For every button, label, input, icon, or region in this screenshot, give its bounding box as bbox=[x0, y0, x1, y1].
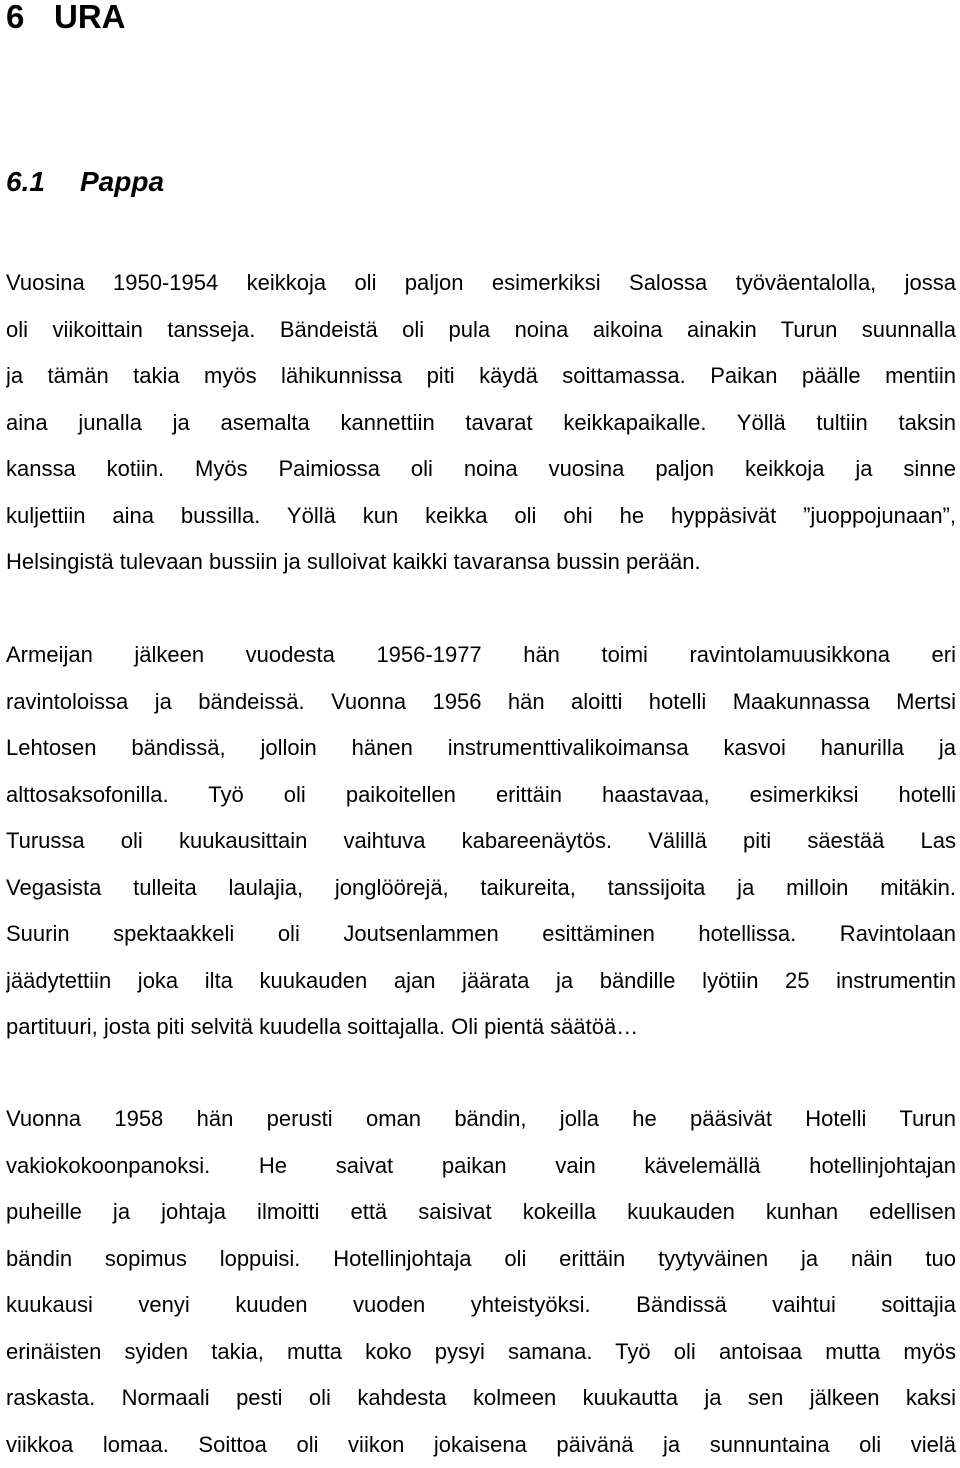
section-number: 6.1 bbox=[6, 162, 80, 202]
paragraph-line: puheille ja johtaja ilmoitti että saisivat kokeilla kuukauden kunhan edellisen bbox=[6, 1189, 956, 1236]
paragraph-line: jäädytettiin joka ilta kuukauden ajan jäärata ja bändille lyötiin 25 instrumentin bbox=[6, 958, 956, 1005]
paragraph-line: Suurin spektaakkeli oli Joutsenlammen esittäminen hotellissa. Ravintolaan bbox=[6, 911, 956, 958]
paragraph-line: Armeijan jälkeen vuodesta 1956-1977 hän toimi ravintolamuusikkona eri bbox=[6, 632, 956, 679]
section-heading bbox=[6, 162, 164, 202]
paragraph-line: partituuri, josta piti selvitä kuudella soittajalla. Oli pientä säätöä… bbox=[6, 1004, 956, 1051]
paragraph-line: viikkoa lomaa. Soittoa oli viikon jokaisena päivänä ja sunnuntaina oli vielä bbox=[6, 1422, 956, 1468]
paragraph-line: Vegasista tulleita laulajia, jonglöörejä, taikureita, tanssijoita ja milloin mitäkin. bbox=[6, 865, 956, 912]
paragraph-3 bbox=[6, 1096, 956, 1468]
paragraph-line: bändin sopimus loppuisi. Hotellinjohtaja oli erittäin tyytyväinen ja näin tuo bbox=[6, 1236, 956, 1283]
paragraph-line: kuukausi venyi kuuden vuoden yhteistyöksi. Bändissä vaihtui soittajia bbox=[6, 1282, 956, 1329]
paragraph-2 bbox=[6, 632, 956, 1051]
chapter-heading bbox=[6, 0, 126, 37]
paragraph-line: aina junalla ja asemalta kannettiin tavarat keikkapaikalle. Yöllä tultiin taksin bbox=[6, 400, 956, 447]
paragraph-line: Lehtosen bändissä, jolloin hänen instrumenttivalikoimansa kasvoi hanurilla ja bbox=[6, 725, 956, 772]
paragraph-line: oli viikoittain tansseja. Bändeistä oli pula noina aikoina ainakin Turun suunnalla bbox=[6, 307, 956, 354]
paragraph-line: vakiokokoonpanoksi. He saivat paikan vain kävelemällä hotellinjohtajan bbox=[6, 1143, 956, 1190]
paragraph-line: ravintoloissa ja bändeissä. Vuonna 1956 hän aloitti hotelli Maakunnassa Mertsi bbox=[6, 679, 956, 726]
paragraph-line: raskasta. Normaali pesti oli kahdesta kolmeen kuukautta ja sen jälkeen kaksi bbox=[6, 1375, 956, 1422]
paragraph-line: Helsingistä tulevaan bussiin ja sulloivat kaikki tavaransa bussin perään. bbox=[6, 539, 956, 586]
section-title: Pappa bbox=[80, 166, 164, 197]
paragraph-line: erinäisten syiden takia, mutta koko pysyi samana. Työ oli antoisaa mutta myös bbox=[6, 1329, 956, 1376]
paragraph-line: kanssa kotiin. Myös Paimiossa oli noina vuosina paljon keikkoja ja sinne bbox=[6, 446, 956, 493]
paragraph-1 bbox=[6, 260, 956, 586]
paragraph-line: Turussa oli kuukausittain vaihtuva kabareenäytös. Välillä piti säestää Las bbox=[6, 818, 956, 865]
paragraph-line: kuljettiin aina bussilla. Yöllä kun keikka oli ohi he hyppäsivät ”juoppojunaan”, bbox=[6, 493, 956, 540]
chapter-number: 6 bbox=[6, 0, 54, 37]
paragraph-line: Vuonna 1958 hän perusti oman bändin, jolla he pääsivät Hotelli Turun bbox=[6, 1096, 956, 1143]
chapter-title: URA bbox=[54, 0, 126, 35]
paragraph-line: ja tämän takia myös lähikunnissa piti käydä soittamassa. Paikan päälle mentiin bbox=[6, 353, 956, 400]
paragraph-line: Vuosina 1950-1954 keikkoja oli paljon esimerkiksi Salossa työväentalolla, jossa bbox=[6, 260, 956, 307]
paragraph-line: alttosaksofonilla. Työ oli paikoitellen erittäin haastavaa, esimerkiksi hotelli bbox=[6, 772, 956, 819]
